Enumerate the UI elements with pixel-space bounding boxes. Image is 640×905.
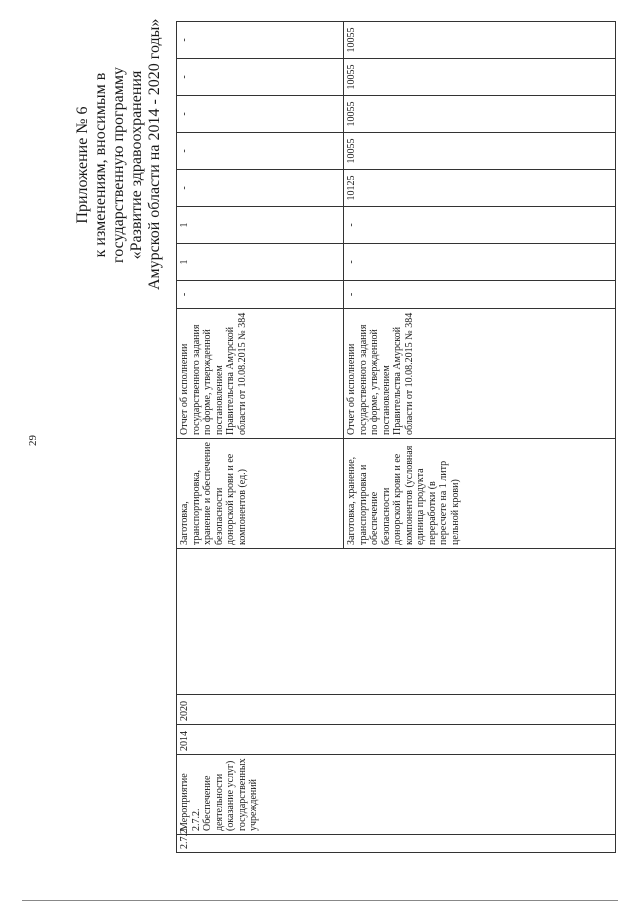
annex-header-line-4: «Развитие здравоохранения bbox=[128, 70, 145, 260]
indicator-value: - bbox=[177, 133, 344, 170]
scan-edge-line bbox=[22, 900, 618, 901]
measure-name: Мероприятие 2.7.2. Обеспечение деятельности (оказание услуг) государственных учреждений bbox=[177, 755, 616, 835]
indicator-value: 10055 bbox=[344, 22, 616, 59]
year-start: 2014 bbox=[177, 725, 616, 755]
indicator-description: Заготовка, транспортировка, хранение и обеспечение безопасности донорской крови и ее компонентов (ед.) bbox=[177, 439, 344, 549]
indicator-value: - bbox=[344, 207, 616, 244]
indicator-report: Отчет об исполнении государственного задания по форме, утвержденной постановлением Правительства Амурской области от 10.08.2015 № 384 bbox=[177, 309, 344, 439]
annex-header-line-1: Приложение № 6 bbox=[74, 106, 91, 224]
annex-header-line-5: Амурской области на 2014 - 2020 годы» bbox=[146, 18, 163, 290]
indicator-unit: - bbox=[344, 281, 616, 309]
indicator-value: 1 bbox=[177, 207, 344, 244]
indicator-value: - bbox=[344, 244, 616, 281]
program-table bbox=[176, 27, 616, 853]
indicator-description: Заготовка, хранение, транспортировка и обеспечение безопасности донорской крови и ее компонентов (условная единица продукта переработки (в пересчете на 1 литр цельной крови) bbox=[344, 439, 616, 549]
indicator-value: 10055 bbox=[344, 133, 616, 170]
annex-header-line-2: к изменениям, вносимым в bbox=[92, 72, 109, 258]
indicator-value: 10055 bbox=[344, 59, 616, 96]
indicator-value: - bbox=[177, 170, 344, 207]
indicator-value: 10125 bbox=[344, 170, 616, 207]
annex-header-line-3: государственную программу bbox=[110, 67, 127, 263]
indicator-value: 1 bbox=[177, 244, 344, 281]
indicator-unit: - bbox=[177, 281, 344, 309]
empty-cell bbox=[177, 549, 616, 695]
page-number: 29 bbox=[27, 435, 39, 446]
indicator-value: - bbox=[177, 59, 344, 96]
year-end: 2020 bbox=[177, 695, 616, 725]
table-row bbox=[177, 22, 344, 853]
annex-header bbox=[74, 18, 164, 290]
indicator-value: 10055 bbox=[344, 96, 616, 133]
program-table-grid bbox=[176, 21, 616, 853]
indicator-report: Отчет об исполнении государственного задания по форме, утвержденной постановлением Правительства Амурской области от 10.08.2015 № 384 bbox=[344, 309, 616, 439]
indicator-value: - bbox=[177, 22, 344, 59]
indicator-value: - bbox=[177, 96, 344, 133]
measure-code: 2.7.2. bbox=[177, 835, 616, 853]
